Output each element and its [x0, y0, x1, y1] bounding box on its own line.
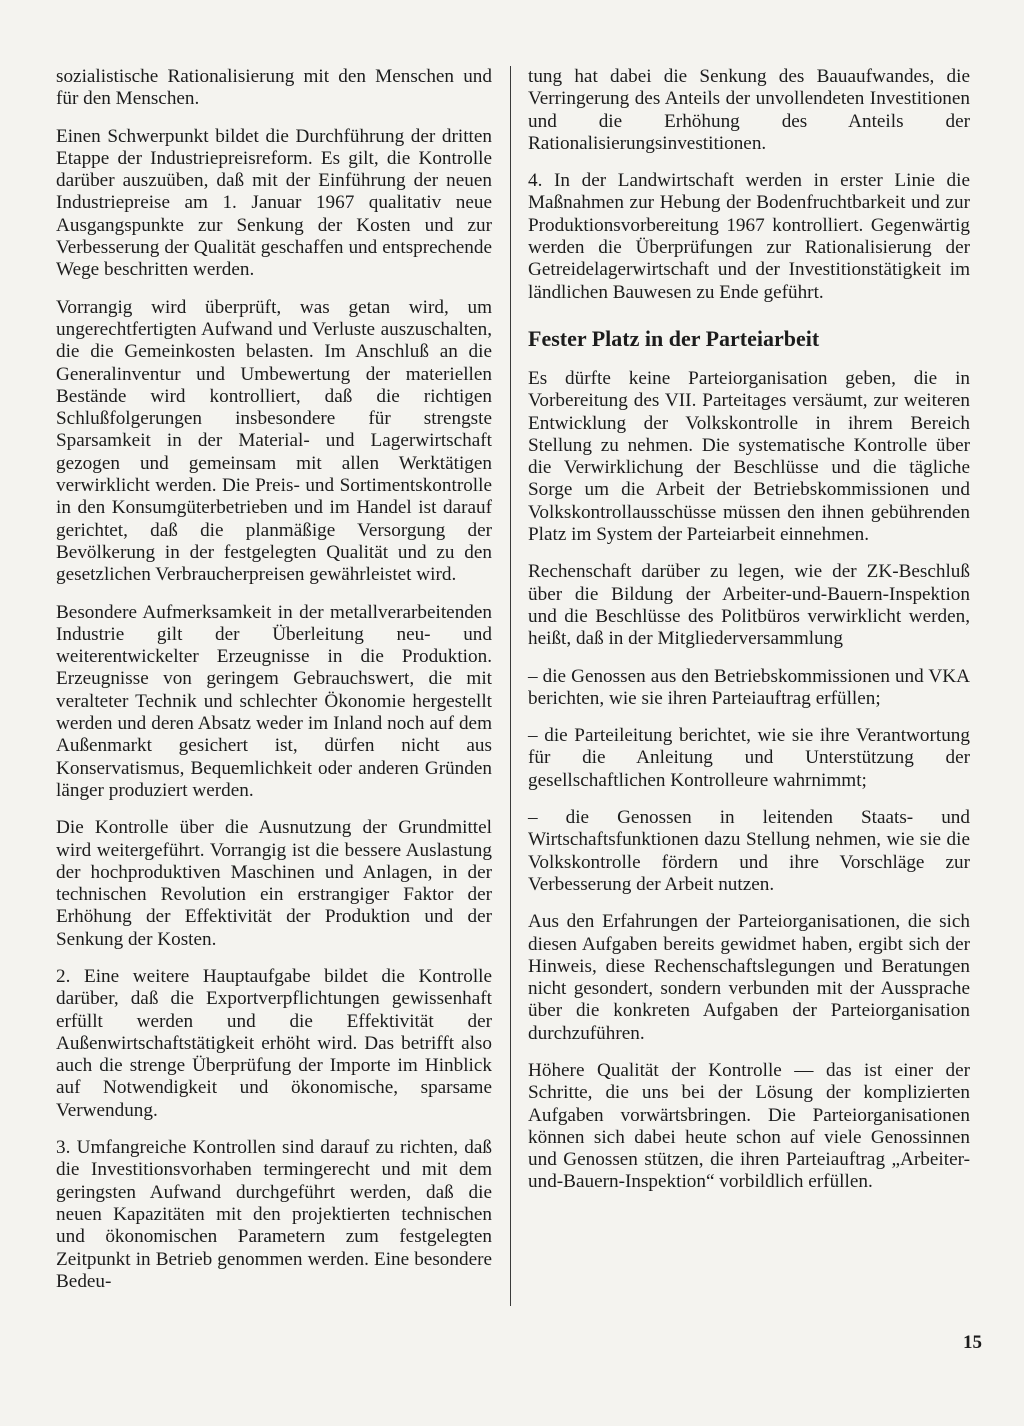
left-column: [56, 66, 492, 1308]
paragraph: tung hat dabei die Senkung des Bauaufwandes, die Verringerung des Anteils der unvollendeten Investitionen und die Erhöhung des Anteils der Rationalisierungsinvestitionen.: [528, 66, 970, 154]
list-item: – die Genossen in leitenden Staats- und Wirtschaftsfunktionen dazu Stellung nehmen, wie sie die Volkskontrolle fördern und ihre Vorschläge zur Verbesserung der Arbeit nutzen.: [528, 807, 970, 895]
list-item: – die Parteileitung berichtet, wie sie ihre Verantwortung für die Anleitung und Unterstützung der gesellschaftlichen Kontrolleure wahrnimmt;: [528, 725, 970, 791]
paragraph: 3. Umfangreiche Kontrollen sind darauf zu richten, daß die Investitionsvorhaben termingerecht und mit dem geringsten Aufwand durchgeführt werden, daß die neuen Kapazitäten mit den projektierten technischen und ökonomischen Parametern zum festgelegten Zeitpunkt in Betrieb genommen werden. Eine besondere Bedeu-: [56, 1137, 492, 1292]
paragraph: Höhere Qualität der Kontrolle — das ist einer der Schritte, die uns bei der Lösung der komplizierten Aufgaben vorwärtsbringen. Die Parteiorganisationen können sich dabei heute schon auf viele Genossinnen und Genossen stützen, die ihren Parteiauftrag „Arbeiter-und-Bauern-Inspektion“ vorbildlich erfüllen.: [528, 1059, 970, 1193]
paragraph: Aus den Erfahrungen der Parteiorganisationen, die sich diesen Aufgaben bereits gewidmet haben, ergibt sich der Hinweis, diese Rechenschaftslegungen und Beratungen nicht gesondert, sondern verbunden mit der Aussprache über die konkreten Aufgaben der Parteiorganisation durchzuführen.: [528, 911, 970, 1044]
paragraph: 4. In der Landwirtschaft werden in erster Linie die Maßnahmen zur Hebung der Bodenfruchtbarkeit und zur Produktionsvorbereitung 1967 kontrolliert. Gegenwärtig werden die Überprüfungen zur Rationalisierung der Getreidelagerwirtschaft und der Investitionstätigkeit im ländlichen Bauwesen zu Ende geführt.: [528, 170, 970, 303]
section-heading: Fester Platz in der Parteiarbeit: [528, 325, 820, 351]
paragraph: Es dürfte keine Parteiorganisation geben, die in Vorbereitung des VII. Parteitages versäumt, zur weiteren Entwicklung der Volkskontrolle in ihrem Bereich Stellung zu nehmen. Die systematische Kontrolle über die Verwirklichung der Beschlüsse und die tägliche Sorge um die Arbeit der Betriebskommissionen und Volkskontrollausschüsse müssen den ihnen gebührenden Platz im System der Parteiarbeit einnehmen.: [528, 367, 970, 546]
paragraph: Vorrangig wird überprüft, was getan wird, um ungerechtfertigten Aufwand und Verluste auszuschalten, die die Gemeinkosten belasten. Im Anschluß an die Generalinventur und Umbewertung der materiellen Bestände wird kontrolliert, daß die richtigen Schlußfolgerungen insbesondere für strengste Sparsamkeit in der Material- und Lagerwirtschaft gezogen und gemeinsam mit allen Werktätigen verwirklicht werden. Die Preis- und Sortimentskontrolle in den Konsumgüterbetrieben und im Handel ist darauf gerichtet, daß die planmäßige Versorgung der Bevölkerung in der festgelegten Qualität und zu den gesetzlichen Verbraucherpreisen gewährleistet wird.: [56, 296, 492, 586]
column-divider: [510, 66, 511, 1306]
list-item: – die Genossen aus den Betriebskommissionen und VKA berichten, wie sie ihren Parteiauftrag erfüllen;: [528, 665, 970, 709]
paragraph: Die Kontrolle über die Ausnutzung der Grundmittel wird weitergeführt. Vorrangig ist die bessere Auslastung der hochproduktiven Maschinen und Anlagen, in der technischen Revolution ein erstrangiger Faktor der Erhöhung der Effektivität der Produktion und der Senkung der Kosten.: [56, 817, 492, 950]
page-number: 15: [963, 1332, 982, 1353]
paragraph: 2. Eine weitere Hauptaufgabe bildet die Kontrolle darüber, daß die Exportverpflichtungen gewissenhaft erfüllt werden und die Effektivität der Außenwirtschaftstätigkeit erhöht wird. Das betrifft also auch die strenge Überprüfung der Importe im Hinblick auf Notwendigkeit und ökonomische, sparsame Verwendung.: [56, 965, 492, 1121]
paragraph: sozialistische Rationalisierung mit den Menschen und für den Menschen.: [56, 66, 492, 110]
paragraph: Besondere Aufmerksamkeit in der metallverarbeitenden Industrie gilt der Überleitung neu- und weiterentwickelter Erzeugnisse in die Produktion. Erzeugnisse von geringem Gebrauchswert, die mit veralteter Technik und schlechter Ökonomie hergestellt werden und deren Absatz weder im Inland noch auf dem Außenmarkt gesichert ist, dürfen nicht aus Konservatismus, Bequemlichkeit oder anderen Gründen länger produziert werden.: [56, 601, 492, 801]
paragraph: Einen Schwerpunkt bildet die Durchführung der dritten Etappe der Industriepreisreform. Es gilt, die Kontrolle darüber auszuüben, daß mit der Einführung der neuen Industriepreise am 1. Januar 1967 qualitativ neue Ausgangspunkte zur Senkung der Kosten und zur Verbesserung der Qualität geschaffen und entsprechende Wege beschritten werden.: [56, 125, 492, 281]
paragraph: Rechenschaft darüber zu legen, wie der ZK-Beschluß über die Bildung der Arbeiter-und-Bauern-Inspektion und die Beschlüsse des Politbüros verwirklicht werden, heißt, daß in der Mitgliederversammlung: [528, 561, 970, 650]
right-column: [528, 66, 970, 1209]
